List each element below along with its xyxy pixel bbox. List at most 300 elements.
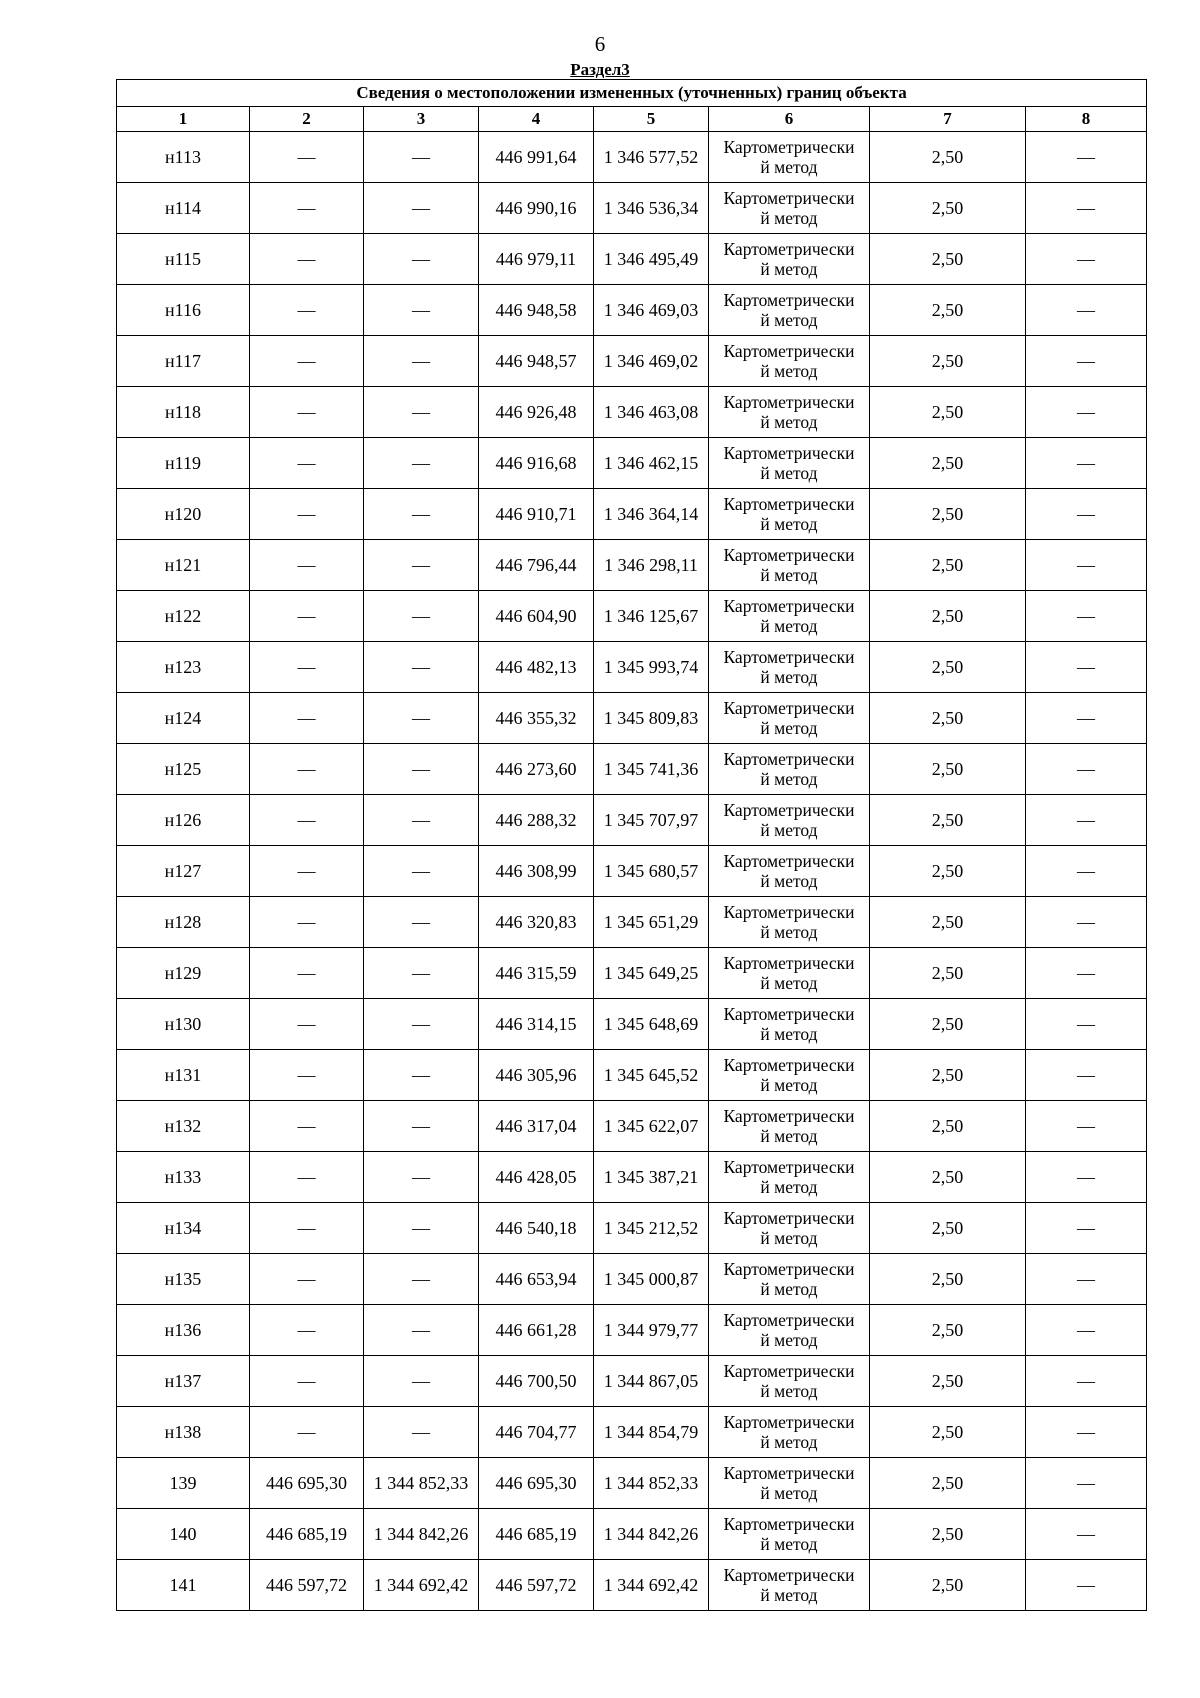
new-x-cell: 446 428,05 [479,1152,594,1203]
description-cell: — [1026,846,1147,897]
table-row [117,438,1147,489]
column-number: 8 [1026,107,1147,132]
description-cell: — [1026,795,1147,846]
existing-x-cell: — [250,489,364,540]
accuracy-cell: 2,50 [870,285,1026,336]
method-cell [709,132,870,183]
point-label-cell: н130 [117,999,250,1050]
existing-y-cell: — [364,1407,479,1458]
existing-y-cell: — [364,1254,479,1305]
description-cell: — [1026,1152,1147,1203]
new-x-cell: 446 916,68 [479,438,594,489]
method-line-1: Картометрически [723,698,855,718]
method-line-1: Картометрически [723,1412,855,1432]
description-cell: — [1026,489,1147,540]
method-line-1: Картометрически [723,545,855,565]
new-x-cell: 446 948,58 [479,285,594,336]
new-x-cell: 446 355,32 [479,693,594,744]
description-cell: — [1026,540,1147,591]
new-x-cell: 446 948,57 [479,336,594,387]
method-cell [709,846,870,897]
new-y-cell: 1 345 622,07 [594,1101,709,1152]
point-label-cell: н125 [117,744,250,795]
table-row [117,183,1147,234]
column-number: 4 [479,107,594,132]
new-y-cell: 1 345 645,52 [594,1050,709,1101]
table-row [117,1560,1147,1611]
existing-x-cell: — [250,183,364,234]
point-label-cell: н128 [117,897,250,948]
new-y-cell: 1 344 854,79 [594,1407,709,1458]
new-y-cell: 1 345 993,74 [594,642,709,693]
table-row [117,1458,1147,1509]
method-line-1: Картометрически [723,749,855,769]
method-line-1: Картометрически [723,1463,855,1483]
point-label-cell: н129 [117,948,250,999]
description-cell: — [1026,999,1147,1050]
new-y-cell: 1 344 979,77 [594,1305,709,1356]
new-x-cell: 446 695,30 [479,1458,594,1509]
existing-y-cell: — [364,795,479,846]
method-cell [709,591,870,642]
method-line-1: Картометрически [723,1208,855,1228]
point-label-cell: н117 [117,336,250,387]
existing-x-cell: — [250,234,364,285]
point-label-cell: 141 [117,1560,250,1611]
existing-y-cell: — [364,1203,479,1254]
method-cell [709,438,870,489]
new-y-cell: 1 345 707,97 [594,795,709,846]
new-y-cell: 1 344 842,26 [594,1509,709,1560]
new-y-cell: 1 346 469,02 [594,336,709,387]
existing-x-cell: — [250,999,364,1050]
new-x-cell: 446 273,60 [479,744,594,795]
existing-x-cell: — [250,1203,364,1254]
existing-x-cell: — [250,1050,364,1101]
table-row [117,132,1147,183]
existing-y-cell: — [364,540,479,591]
table-row [117,1203,1147,1254]
existing-x-cell: — [250,132,364,183]
method-line-2: й метод [760,1534,818,1554]
description-cell: — [1026,1101,1147,1152]
method-cell [709,897,870,948]
method-line-2: й метод [760,1024,818,1044]
method-cell [709,999,870,1050]
table-row [117,1356,1147,1407]
description-cell: — [1026,1356,1147,1407]
table-row [117,336,1147,387]
existing-x-cell: — [250,642,364,693]
point-label-cell: н122 [117,591,250,642]
accuracy-cell: 2,50 [870,1101,1026,1152]
description-cell: — [1026,1560,1147,1611]
accuracy-cell: 2,50 [870,1356,1026,1407]
existing-y-cell: — [364,1152,479,1203]
new-y-cell: 1 345 649,25 [594,948,709,999]
existing-y-cell: — [364,336,479,387]
existing-y-cell: — [364,387,479,438]
method-line-2: й метод [760,1330,818,1350]
new-x-cell: 446 315,59 [479,948,594,999]
description-cell: — [1026,948,1147,999]
point-label-cell: н137 [117,1356,250,1407]
method-line-2: й метод [760,1279,818,1299]
table-row [117,744,1147,795]
existing-x-cell: — [250,285,364,336]
table-caption-row [117,80,1147,107]
method-line-2: й метод [760,1126,818,1146]
method-cell [709,1458,870,1509]
description-cell: — [1026,744,1147,795]
new-x-cell: 446 700,50 [479,1356,594,1407]
method-cell [709,1509,870,1560]
method-line-1: Картометрически [723,392,855,412]
existing-y-cell: — [364,132,479,183]
new-x-cell: 446 990,16 [479,183,594,234]
table-row [117,285,1147,336]
table-row [117,897,1147,948]
point-label-cell: н135 [117,1254,250,1305]
point-label-cell: н133 [117,1152,250,1203]
point-label-cell: н138 [117,1407,250,1458]
column-number: 6 [709,107,870,132]
description-cell: — [1026,1407,1147,1458]
new-y-cell: 1 346 462,15 [594,438,709,489]
description-cell: — [1026,897,1147,948]
existing-y-cell: — [364,846,479,897]
method-line-1: Картометрически [723,953,855,973]
method-cell [709,336,870,387]
existing-x-cell: — [250,1254,364,1305]
description-cell: — [1026,1050,1147,1101]
point-label-cell: н118 [117,387,250,438]
table-row [117,693,1147,744]
new-x-cell: 446 540,18 [479,1203,594,1254]
table-row [117,795,1147,846]
description-cell: — [1026,693,1147,744]
existing-x-cell: — [250,846,364,897]
method-line-2: й метод [760,922,818,942]
new-x-cell: 446 979,11 [479,234,594,285]
table-caption: Сведения о местоположении измененных (уточненных) границ объекта [117,80,1147,107]
method-line-2: й метод [760,412,818,432]
method-line-2: й метод [760,1228,818,1248]
table-row [117,846,1147,897]
method-line-2: й метод [760,973,818,993]
new-y-cell: 1 345 387,21 [594,1152,709,1203]
method-cell [709,948,870,999]
method-line-2: й метод [760,565,818,585]
existing-y-cell: — [364,234,479,285]
method-line-2: й метод [760,1432,818,1452]
method-cell [709,489,870,540]
method-line-2: й метод [760,1381,818,1401]
table-row [117,1254,1147,1305]
description-cell: — [1026,591,1147,642]
method-line-2: й метод [760,871,818,891]
method-line-2: й метод [760,1483,818,1503]
method-line-2: й метод [760,820,818,840]
existing-y-cell: — [364,744,479,795]
description-cell: — [1026,1254,1147,1305]
method-line-2: й метод [760,1177,818,1197]
existing-y-cell: — [364,1101,479,1152]
description-cell: — [1026,1509,1147,1560]
point-label-cell: н120 [117,489,250,540]
accuracy-cell: 2,50 [870,999,1026,1050]
table-row [117,591,1147,642]
existing-y-cell: — [364,642,479,693]
new-x-cell: 446 910,71 [479,489,594,540]
method-cell [709,1305,870,1356]
method-line-1: Картометрически [723,1514,855,1534]
accuracy-cell: 2,50 [870,438,1026,489]
method-line-2: й метод [760,157,818,177]
method-line-1: Картометрически [723,902,855,922]
column-number: 7 [870,107,1026,132]
method-line-1: Картометрически [723,188,855,208]
method-line-1: Картометрически [723,1361,855,1381]
method-line-2: й метод [760,1075,818,1095]
new-y-cell: 1 345 648,69 [594,999,709,1050]
existing-x-cell: 446 695,30 [250,1458,364,1509]
method-line-2: й метод [760,718,818,738]
method-line-2: й метод [760,208,818,228]
method-line-2: й метод [760,1585,818,1605]
table-row [117,540,1147,591]
new-x-cell: 446 308,99 [479,846,594,897]
accuracy-cell: 2,50 [870,1560,1026,1611]
existing-x-cell: — [250,897,364,948]
accuracy-cell: 2,50 [870,489,1026,540]
table-row [117,387,1147,438]
column-number: 2 [250,107,364,132]
method-line-2: й метод [760,667,818,687]
table-row [117,234,1147,285]
description-cell: — [1026,1305,1147,1356]
method-line-2: й метод [760,259,818,279]
accuracy-cell: 2,50 [870,948,1026,999]
new-y-cell: 1 346 364,14 [594,489,709,540]
coordinates-table [116,79,1147,1611]
existing-x-cell: — [250,948,364,999]
point-label-cell: 140 [117,1509,250,1560]
accuracy-cell: 2,50 [870,897,1026,948]
point-label-cell: н123 [117,642,250,693]
method-line-1: Картометрически [723,290,855,310]
existing-x-cell: — [250,1305,364,1356]
description-cell: — [1026,438,1147,489]
existing-x-cell: 446 597,72 [250,1560,364,1611]
method-line-2: й метод [760,616,818,636]
existing-x-cell: — [250,795,364,846]
table-row [117,999,1147,1050]
existing-y-cell: 1 344 842,26 [364,1509,479,1560]
method-cell [709,183,870,234]
existing-x-cell: — [250,744,364,795]
accuracy-cell: 2,50 [870,1509,1026,1560]
accuracy-cell: 2,50 [870,795,1026,846]
method-line-1: Картометрически [723,341,855,361]
accuracy-cell: 2,50 [870,1305,1026,1356]
point-label-cell: н114 [117,183,250,234]
accuracy-cell: 2,50 [870,387,1026,438]
existing-y-cell: — [364,693,479,744]
accuracy-cell: 2,50 [870,693,1026,744]
new-y-cell: 1 345 741,36 [594,744,709,795]
method-line-1: Картометрически [723,1310,855,1330]
point-label-cell: н131 [117,1050,250,1101]
point-label-cell: н127 [117,846,250,897]
new-x-cell: 446 661,28 [479,1305,594,1356]
method-cell [709,744,870,795]
existing-x-cell: — [250,1101,364,1152]
column-number: 1 [117,107,250,132]
accuracy-cell: 2,50 [870,132,1026,183]
table-row [117,489,1147,540]
new-y-cell: 1 346 463,08 [594,387,709,438]
new-y-cell: 1 344 867,05 [594,1356,709,1407]
method-cell [709,1203,870,1254]
method-line-1: Картометрически [723,137,855,157]
method-line-2: й метод [760,310,818,330]
method-line-1: Картометрически [723,239,855,259]
new-x-cell: 446 926,48 [479,387,594,438]
method-cell [709,1560,870,1611]
existing-x-cell: — [250,1356,364,1407]
method-cell [709,1050,870,1101]
table-row [117,948,1147,999]
accuracy-cell: 2,50 [870,1407,1026,1458]
accuracy-cell: 2,50 [870,1458,1026,1509]
table-row [117,1305,1147,1356]
existing-x-cell: — [250,540,364,591]
existing-y-cell: — [364,1356,479,1407]
existing-y-cell: 1 344 852,33 [364,1458,479,1509]
existing-y-cell: — [364,1305,479,1356]
existing-y-cell: — [364,948,479,999]
new-x-cell: 446 320,83 [479,897,594,948]
method-line-2: й метод [760,361,818,381]
accuracy-cell: 2,50 [870,591,1026,642]
new-x-cell: 446 597,72 [479,1560,594,1611]
method-cell [709,540,870,591]
table-row [117,1407,1147,1458]
point-label-cell: н116 [117,285,250,336]
accuracy-cell: 2,50 [870,1203,1026,1254]
existing-y-cell: 1 344 692,42 [364,1560,479,1611]
method-cell [709,642,870,693]
method-cell [709,1101,870,1152]
method-cell [709,1407,870,1458]
new-y-cell: 1 346 298,11 [594,540,709,591]
existing-y-cell: — [364,285,479,336]
method-line-1: Картометрически [723,596,855,616]
accuracy-cell: 2,50 [870,1050,1026,1101]
existing-y-cell: — [364,438,479,489]
table-row [117,1050,1147,1101]
description-cell: — [1026,234,1147,285]
new-y-cell: 1 345 000,87 [594,1254,709,1305]
description-cell: — [1026,336,1147,387]
new-x-cell: 446 796,44 [479,540,594,591]
method-line-1: Картометрически [723,851,855,871]
description-cell: — [1026,285,1147,336]
new-y-cell: 1 345 809,83 [594,693,709,744]
new-y-cell: 1 346 536,34 [594,183,709,234]
accuracy-cell: 2,50 [870,540,1026,591]
column-number: 3 [364,107,479,132]
method-line-1: Картометрически [723,1565,855,1585]
new-x-cell: 446 482,13 [479,642,594,693]
method-line-2: й метод [760,463,818,483]
accuracy-cell: 2,50 [870,336,1026,387]
existing-y-cell: — [364,591,479,642]
description-cell: — [1026,642,1147,693]
method-line-1: Картометрически [723,1055,855,1075]
new-x-cell: 446 704,77 [479,1407,594,1458]
new-y-cell: 1 345 212,52 [594,1203,709,1254]
accuracy-cell: 2,50 [870,1152,1026,1203]
method-cell [709,285,870,336]
description-cell: — [1026,1203,1147,1254]
point-label-cell: н113 [117,132,250,183]
new-x-cell: 446 288,32 [479,795,594,846]
description-cell: — [1026,132,1147,183]
point-label-cell: н136 [117,1305,250,1356]
method-cell [709,1254,870,1305]
accuracy-cell: 2,50 [870,744,1026,795]
existing-x-cell: — [250,1152,364,1203]
table-row [117,1152,1147,1203]
method-line-2: й метод [760,769,818,789]
existing-x-cell: — [250,1407,364,1458]
new-x-cell: 446 305,96 [479,1050,594,1101]
accuracy-cell: 2,50 [870,234,1026,285]
method-cell [709,1356,870,1407]
point-label-cell: н132 [117,1101,250,1152]
existing-x-cell: 446 685,19 [250,1509,364,1560]
table-row [117,642,1147,693]
method-cell [709,387,870,438]
point-label-cell: н119 [117,438,250,489]
table-row [117,1101,1147,1152]
accuracy-cell: 2,50 [870,642,1026,693]
description-cell: — [1026,387,1147,438]
description-cell: — [1026,183,1147,234]
existing-x-cell: — [250,438,364,489]
table-body [117,132,1147,1611]
new-y-cell: 1 346 577,52 [594,132,709,183]
existing-x-cell: — [250,336,364,387]
method-cell [709,1152,870,1203]
accuracy-cell: 2,50 [870,846,1026,897]
point-label-cell: н134 [117,1203,250,1254]
method-cell [709,234,870,285]
existing-y-cell: — [364,1050,479,1101]
new-y-cell: 1 345 680,57 [594,846,709,897]
method-line-1: Картометрически [723,1157,855,1177]
point-label-cell: н124 [117,693,250,744]
existing-y-cell: — [364,999,479,1050]
point-label-cell: н126 [117,795,250,846]
new-x-cell: 446 653,94 [479,1254,594,1305]
method-line-1: Картометрически [723,1106,855,1126]
existing-x-cell: — [250,591,364,642]
new-x-cell: 446 604,90 [479,591,594,642]
point-label-cell: н121 [117,540,250,591]
